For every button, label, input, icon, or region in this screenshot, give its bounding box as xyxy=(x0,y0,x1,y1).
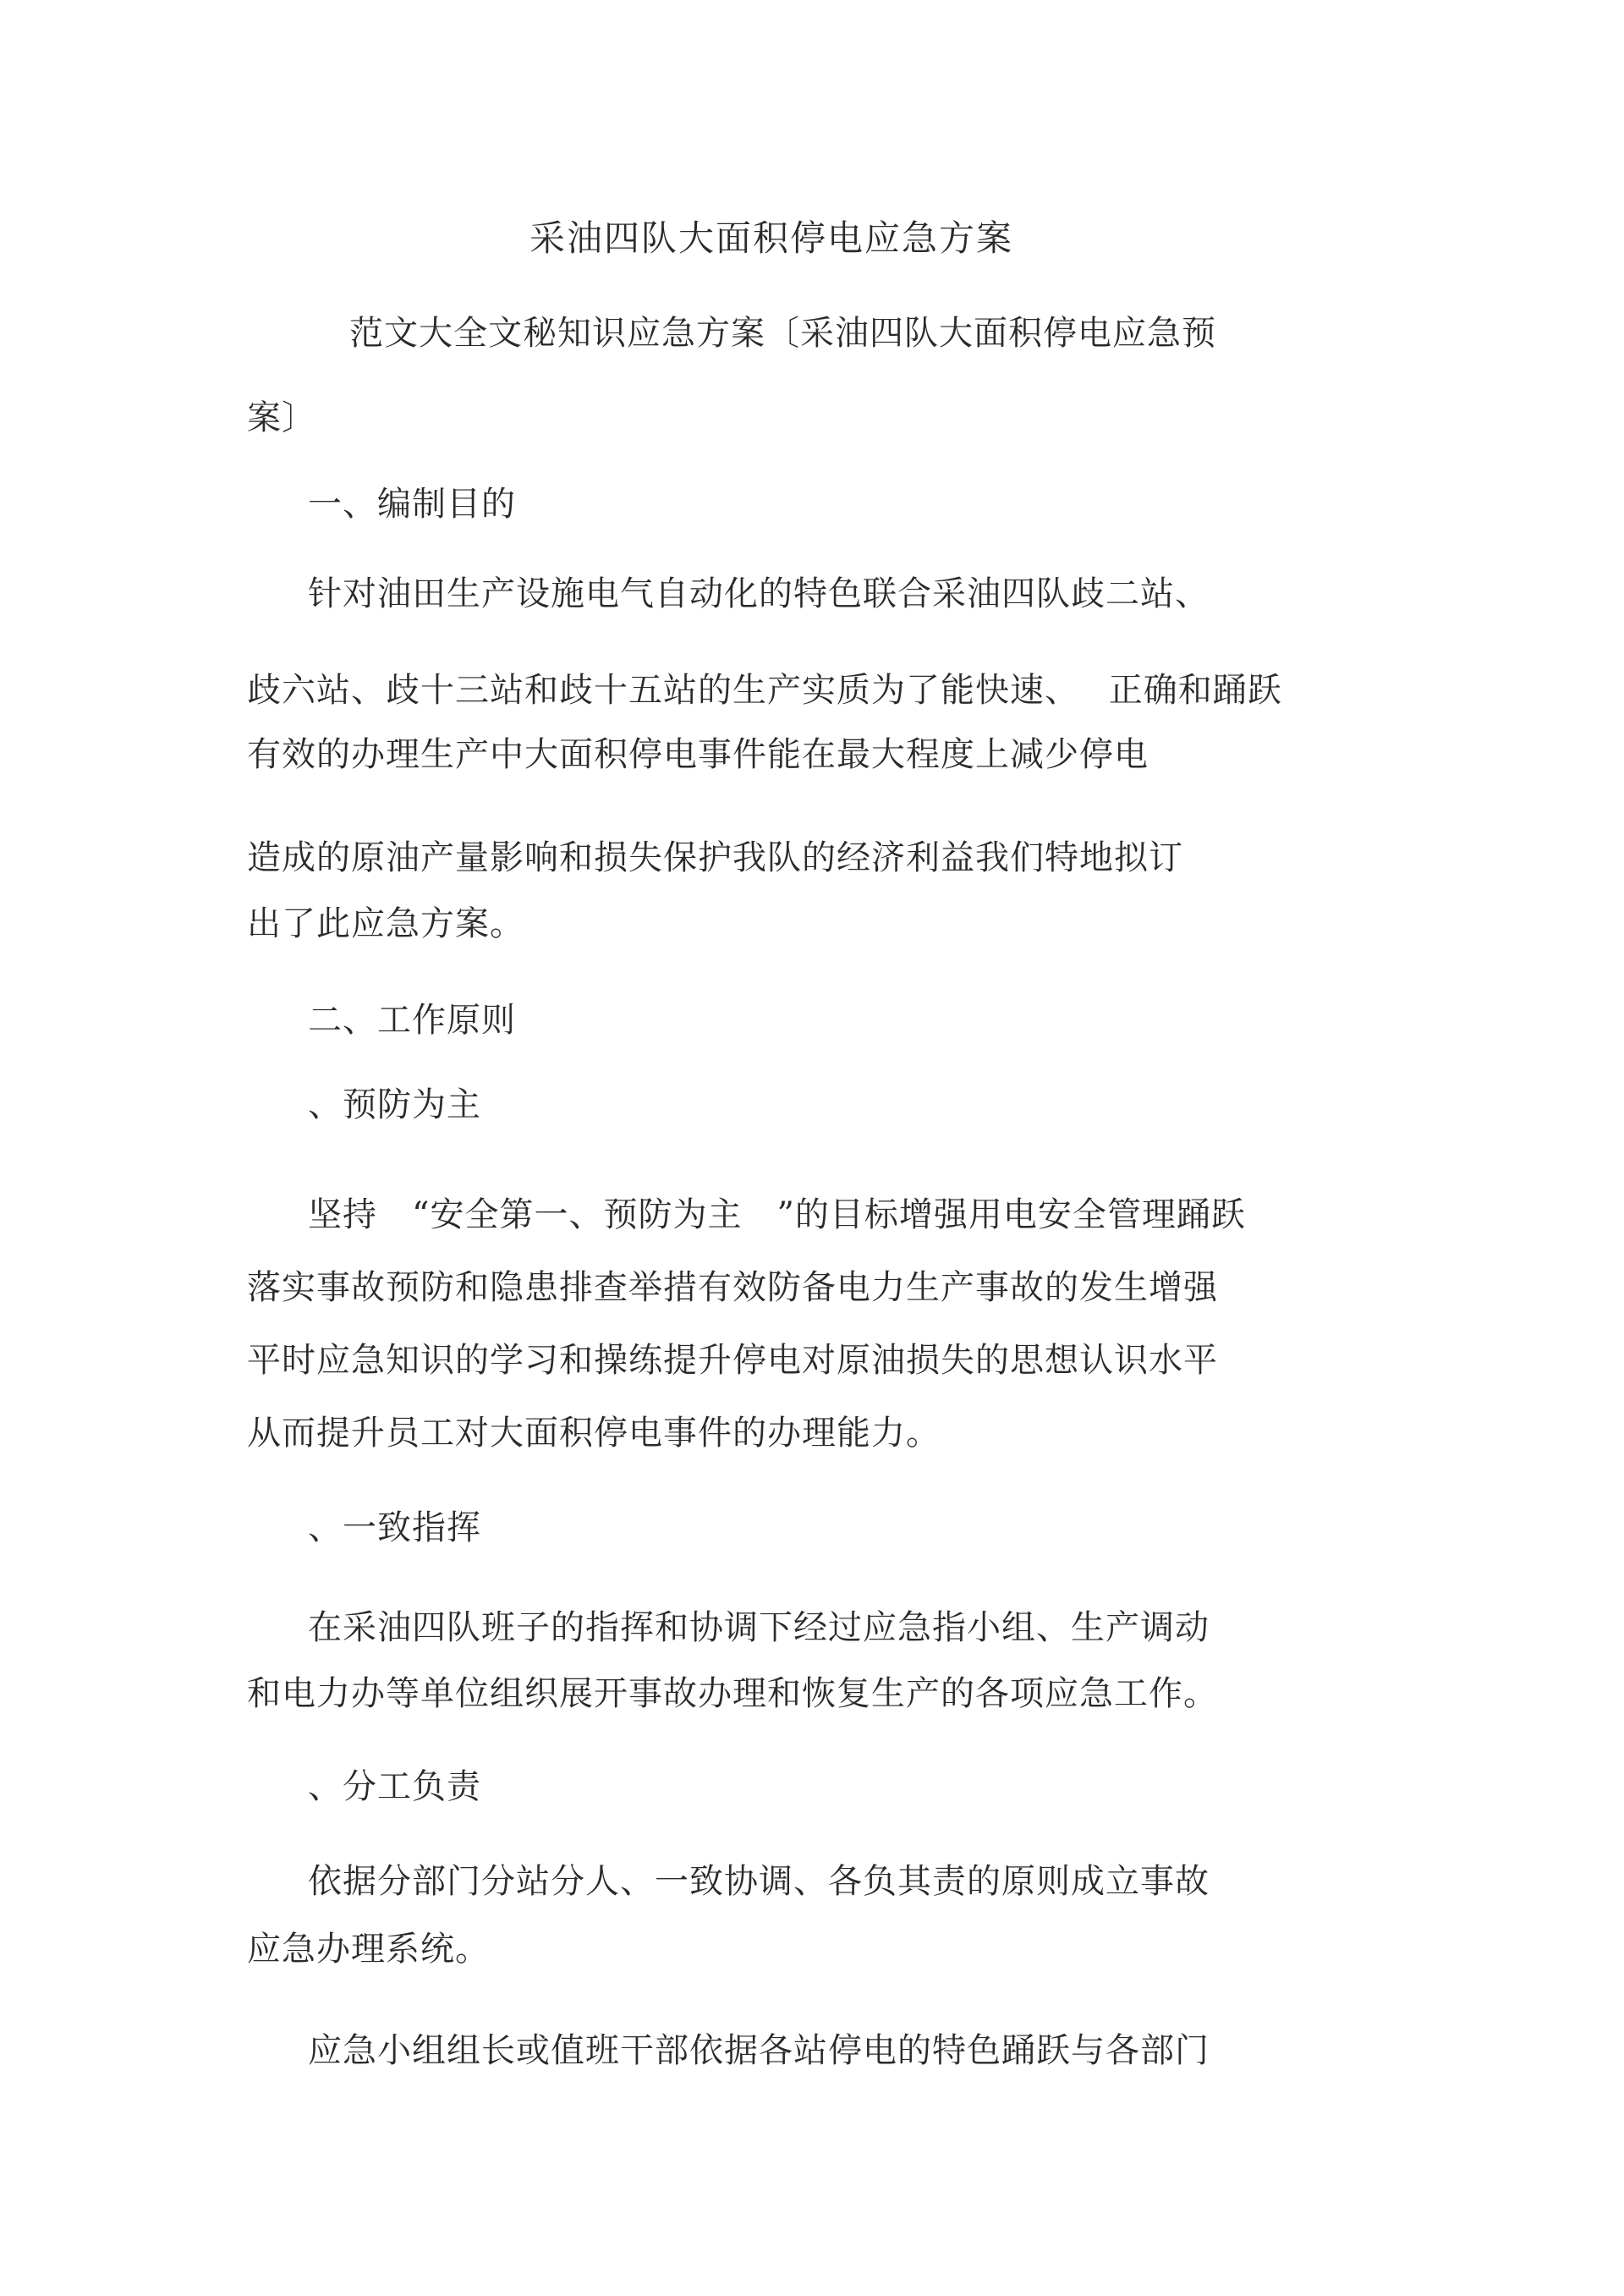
subtitle-line-1: 范文大全文秘知识应急方案〔采油四队大面积停电应急预 xyxy=(349,314,1216,353)
paragraph-line: 依据分部门分站分人、一致协调、各负其责的原则成立事故 xyxy=(308,1862,1210,1901)
paragraph-line: 歧六站、歧十三站和歧十五站的生产实质为了能快速、 正确和踊跃 xyxy=(247,671,1282,710)
paragraph-line: 有效的办理生产中大面积停电事件能在最大程度上减少停电 xyxy=(247,735,1149,774)
sub-heading-division-of-labor: 、分工负责 xyxy=(308,1767,481,1806)
paragraph-line: 出了此应急方案。 xyxy=(247,904,524,943)
document-title: 采油四队大面积停电应急方案 xyxy=(529,217,1014,259)
paragraph-line: 在采油四队班子的指挥和协调下经过应急指小组、生产调动 xyxy=(308,1608,1210,1647)
sub-heading-unified-command: 、一致指挥 xyxy=(308,1508,481,1547)
paragraph-line: 从而提升员工对大面积停电事件的办理能力。 xyxy=(247,1414,941,1453)
sub-heading-prevention: 、预防为主 xyxy=(308,1085,481,1124)
paragraph-line: 应急办理系统。 xyxy=(247,1930,490,1969)
paragraph-line: 坚持 “安全第一、预防为主 ”的目标增强用电安全管理踊跃 xyxy=(308,1195,1246,1234)
paragraph-line: 平时应急知识的学习和操练提升停电对原油损失的思想认识水平 xyxy=(247,1341,1218,1380)
paragraph-line: 应急小组组长或值班干部依据各站停电的特色踊跃与各部门 xyxy=(308,2031,1210,2070)
paragraph-line: 针对油田生产设施电气自动化的特色联合采油四队歧二站、 xyxy=(308,574,1210,613)
subtitle-line-2: 案〕 xyxy=(247,398,316,437)
section-heading-purpose: 一、编制目的 xyxy=(308,485,516,524)
section-heading-principles: 二、工作原则 xyxy=(308,1001,516,1040)
paragraph-line: 落实事故预防和隐患排查举措有效防备电力生产事故的发生增强 xyxy=(247,1268,1218,1307)
paragraph-line: 造成的原油产量影响和损失保护我队的经济利益我们特地拟订 xyxy=(247,838,1183,877)
paragraph-line: 和电力办等单位组织展开事故办理和恢复生产的各项应急工作。 xyxy=(247,1674,1218,1713)
